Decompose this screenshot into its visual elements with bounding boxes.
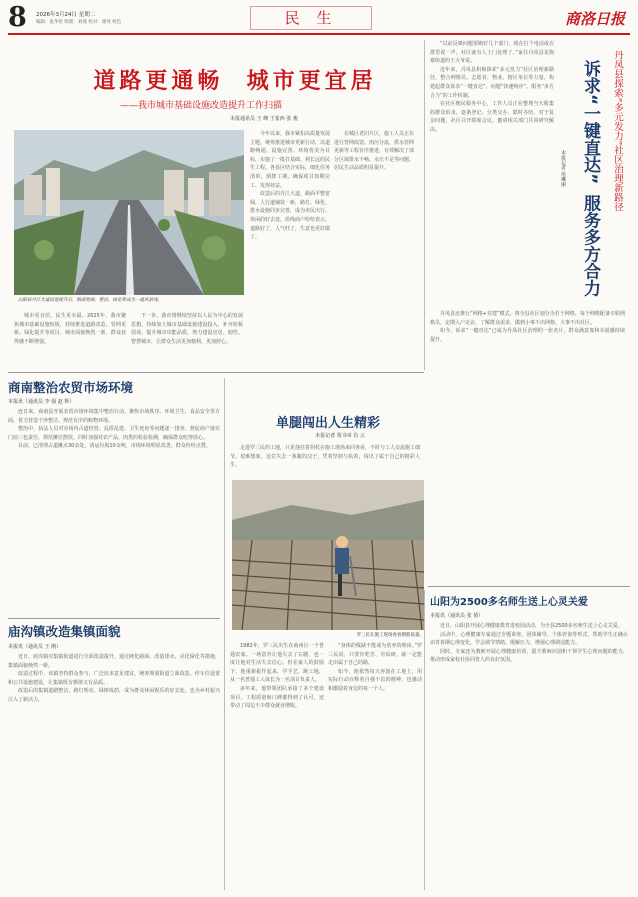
lead-body-col-2 bbox=[131, 312, 243, 360]
teachers-top-rule bbox=[428, 586, 630, 587]
lead-para-3: 改造后的丹江大道，路面平整宽阔，人行道铺装一新，路灯、绿化、排水设施同步完善，成为市民出行、休闲的好去处。沿线商户纷纷表示，道路好了，人气旺了，生意也更好做了。 bbox=[250, 191, 330, 241]
right-title-part-2: “一键直达” bbox=[580, 94, 600, 185]
feature-para-5: 如今，他依然每天奔波在工地上，用实际行动诠释着自强不息的精神，也感动和激励着身边的每一个人。 bbox=[328, 668, 422, 692]
feature-para-4: “身体的残缺不能成为放弃的理由。”罗三民说，只要肯吃苦、肯钻研，就一定能走出属于自己的路。 bbox=[328, 643, 422, 667]
lead-title: 道路更通畅 城市更宜居 bbox=[93, 68, 377, 94]
lead-para-2: 今年以来，我市紧扣高质量发展主题，统筹推进城市更新行动，以道路畅通、设施完善、环境优美为目标，实施了一批打基础、利长远的民生工程。各县区结合实际，细化任务清单，倒排工期，确保项目如期完工、发挥效益。 bbox=[250, 131, 330, 189]
masthead: 商洛日报 bbox=[565, 10, 626, 28]
market-top-rule bbox=[8, 372, 424, 373]
right-para-2: 近年来，丹凤县积极探索“多元发力”社区治理新路径，整合网格员、志愿者、物业、辖区单位等力量，构建起群众诉求“一键直达”、问题“快速响应”、服务“多方合力”的工作机制。 bbox=[430, 66, 554, 99]
section-text: 民 生 bbox=[284, 9, 338, 27]
right-para-3: 在社区便民服务中心，工作人员正在整理当天收集的群众诉求，逐条登记、分类交办、限时办结。对于复杂问题，社区召开联席会议，邀请相关部门共同研究解决。 bbox=[430, 101, 554, 133]
middle-column-divider bbox=[224, 378, 225, 890]
temple-para-3: 改造后的集镇道路整洁、路灯明亮、绿树成荫，成为群众休闲娱乐的好去处，也为乡村振兴注入了新活力。 bbox=[8, 688, 220, 703]
construction-site-illustration bbox=[232, 480, 424, 630]
editor-line: 编辑：张华伦 组版：刘燕 校对：谢英 校色 bbox=[36, 20, 122, 25]
feature-para-2: 1982年，罗三民出生在商州区一个普通农家。一场意外让他失去了右腿，也一度让他对生活失去信心。但在家人的鼓励下，他重新振作起来，学手艺、跑工地，从一名普通工人成长为一名项目负责人。 bbox=[230, 643, 324, 684]
feature-para-3: 多年来，他带领团队承接了多个建设项目，工程质量和口碑都得到了认可，还带动了周边不少群众就业增收。 bbox=[230, 685, 324, 710]
right-para-4: 丹凤县还推行“网格+党建”模式，将全县社区划分为若干网格，每个网格配备专职网格员，定期入户走访，了解群众需求，做到小事不出网格、大事不出社区。 bbox=[430, 311, 625, 326]
temple-para-2: 改造过程中，该镇坚持群众参与，广泛征求意见建议，统筹规划街道立面改造、停车位设置和公共设施建设，让集镇既有颜值又有品质。 bbox=[8, 671, 220, 686]
teachers-byline: 本报讯（通讯员 张 倩） bbox=[430, 613, 484, 619]
feature-photo bbox=[232, 480, 424, 630]
teachers-para-1: 近日，山阳县开展心理健康教育进校园活动，为全县2500多名师生送上心灵关爱。 bbox=[440, 623, 623, 629]
right-column-divider bbox=[424, 40, 425, 370]
lead-photo bbox=[14, 130, 244, 295]
feature-photo-caption: 罗三民在施工现场查看钢筋质量。 bbox=[356, 633, 424, 638]
feature-para-1: 走进罗三民的工地，只见他拄着拐杖在施工现场来回查看，不时与工人交流施工细节。很难想象，这位失去一条腿的汉子，凭着坚韧与执着，闯出了属于自己的精彩人生。 bbox=[230, 445, 420, 469]
lead-para-4: 在城区老旧片区，施工人员正在进行管网改造。雨污分流、供水管网更新等工程有序推进，有效解决了部分区域排水不畅、水压不足等问题，居民生活品质明显提升。 bbox=[334, 131, 414, 172]
right-byline: 本报记者 巩琳丽 bbox=[560, 150, 566, 187]
city-road-illustration bbox=[14, 130, 244, 295]
temple-para-1: 近日，庙沟镇对集镇街道进行全面改造提升，通过硬化路面、改造排水、亮化绿化等措施，集镇面貌焕然一新。 bbox=[8, 654, 220, 669]
market-para-3: 目前，已清理占道摊点30余处，清运垃圾10余吨，市场环境明显改善，群众纷纷点赞。 bbox=[18, 443, 211, 450]
section-label bbox=[250, 6, 372, 30]
market-byline: 本报讯（通讯员 李 强 赵 辉） bbox=[8, 399, 75, 405]
right-para-5: 如今，诉求“一键直达”已成为丹凤社区治理的一张名片，群众满意度和幸福感持续提升。 bbox=[430, 328, 625, 343]
right-title-part-3: 服务多方合力 bbox=[580, 194, 600, 297]
feature-body-col-1 bbox=[230, 642, 324, 890]
lead-photo-caption: 山阳县丹江大道改造提升后，路面宽阔，整洁，绿化带成为一道风景线。 bbox=[18, 298, 162, 303]
market-para-1: 连日来，商南县开展农贸市场环境集中整治行动，聚焦市场秩序、环境卫生、食品安全等方面，着力营造干净整洁、规范有序的购物环境。 bbox=[8, 409, 220, 424]
lower-right-divider bbox=[424, 590, 425, 890]
temple-byline: 本报讯（通讯员 王 刚） bbox=[8, 644, 62, 650]
market-body bbox=[8, 408, 220, 608]
lead-body-col-4 bbox=[334, 130, 414, 362]
right-body-col-2 bbox=[430, 310, 625, 582]
temple-title: 庙沟镇改造集镇面貌 bbox=[8, 624, 121, 639]
date-line: 2026年3月24日 星期二 bbox=[36, 12, 96, 18]
feature-title: 单腿闯出人生精彩 bbox=[275, 416, 380, 431]
lead-body-col-1 bbox=[14, 312, 126, 360]
lead-para-1: 城市更宜居，民生更幸福。2025年，我市聚焦城市基础设施短板，持续推进道路改造、管网更新、绿化提升等项目，城市面貌焕然一新，群众获得感不断增强。 bbox=[14, 313, 126, 345]
right-para-1: “以前反映问题要跑好几个部门，现在打个电话或在群里说一声，社区就有人上门处理了。”家住丹凤县龙驹寨街道的王大爷说。 bbox=[430, 41, 554, 65]
feature-byline: 本报记者 贾书章 肖 云 bbox=[315, 433, 365, 439]
market-title: 商南整治农贸市场环境 bbox=[8, 380, 134, 395]
teachers-title: 山阳为2500多名师生送上心灵关爱 bbox=[430, 597, 588, 608]
right-title-sub: 丹凤县探索“多元发力”社区治理新路径 bbox=[612, 50, 623, 212]
teachers-para-2: 活动中，心理健康专家通过专题讲座、团体辅导、个体咨询等形式，帮助学生正确认识青春期心理变化，学会调节情绪、缓解压力，增强心理调适能力。 bbox=[430, 631, 628, 647]
right-title-part-1: 诉求 bbox=[580, 60, 600, 94]
lead-byline: 本报通讯员 王 峰 王希西 张 俊 bbox=[230, 116, 298, 122]
temple-body bbox=[8, 653, 220, 889]
lead-para-5: 下一步，我市将继续坚持以人民为中心的发展思想，持续加大城市基础设施建设投入，补齐短板弱项，提升城市功能品质，努力建设宜居、韧性、智慧城市，让群众生活更加便利、更加舒心。 bbox=[131, 313, 243, 345]
right-title-main bbox=[580, 60, 600, 320]
teachers-body bbox=[430, 622, 628, 890]
page-number: 8 bbox=[8, 2, 27, 33]
header-rule bbox=[8, 33, 630, 35]
market-para-2: 整治中，执法人员对市场内占道经营、乱搭乱建、卫生死角等问题逐一排查，督促商户落实门前三包责任，规范摊位摆放。同时加强对农产品、肉类的检验检测，确保群众吃得放心。 bbox=[8, 426, 220, 441]
lead-body-col-3 bbox=[250, 130, 330, 362]
lead-subtitle: ——我市城市基础设施改造提升工作扫描 bbox=[120, 101, 283, 111]
feature-body-col-2 bbox=[328, 642, 422, 890]
teachers-para-3: 同时，专家还为教师开展心理健康培训，提升教师识别和干预学生心理问题的能力，推动形成家校社协同育人的良好氛围。 bbox=[430, 648, 628, 664]
temple-top-rule bbox=[8, 618, 220, 619]
